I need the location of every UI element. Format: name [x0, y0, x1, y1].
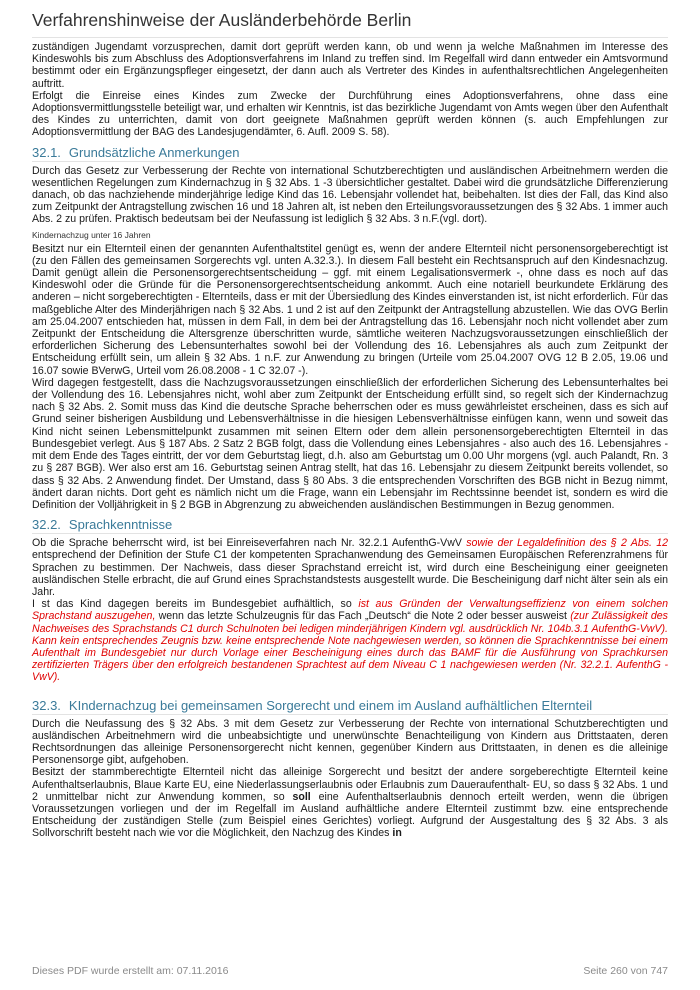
document-page: [32, 10, 668, 840]
text-run: entsprechend der Definition der Stufe C1 der kompetenten Sprachanwendung des Gemeinsamen Europäischen Referenzrahmens für Sprachen zu bestimmen. Der Nachweis, dass dieser Sprachstand erreicht ist, wird durch eine Bescheinigung einer geeigneten ausländischen Stelle erbracht, die auf Grund eines Sprachstandstests ausgestellt wurde. Die Bescheinigung darf nicht älter sein als ein Jahr.: [32, 549, 668, 598]
section-number: 32.3.: [32, 697, 61, 713]
section-32-3-paragraph-2: [32, 766, 668, 839]
pdf-created-date: Dieses PDF wurde erstellt am: 07.11.2016: [32, 965, 229, 977]
amended-text-run: (zur Zulässigkeit des Nachweises des Sprachstands C1 durch Schulnoten bei ledigen minderjährigen Kindern vgl. ausdrücklich Nr. 104b.3.1 AufenthG-VwV). Kann kein entsprechendes Zeugnis bzw. keine entsprechende Note nachgewiesen werden, so können die Sprachkenntnisse bei einem Aufenthalt im Bundesgebiet nur durch Vorlage einer Bescheinigung eines durch das BAMF für die Ausführung von Sprachkursen zertifizierten Trägers über den erfolgreich bestandenen Sprachtest auf dem Niveau C 1 nachgewiesen werden (Nr. 32.2.1. AufenthG - VwV).: [32, 610, 668, 684]
page-footer: [32, 965, 668, 977]
amended-text-run: ist aus Gründen der Verwaltungseffizienz von einem solchen Sprachstand auszugehen,: [32, 598, 669, 623]
text-run: Besitzt der stammberechtigte Elternteil nicht das alleinige Sorgerecht und besitzt der andere sorgeberechtigte Elternteil keine Aufenthaltserlaubnis, Blaue Karte EU, eine Niederlassungserlaubnis oder Erlaubnis zum Daueraufenthalt- EU, so dass § 32 Abs. 1 und 2 unmittelbar nicht zur Anwendung kommen, so: [32, 766, 668, 803]
section-32-2-paragraph-1: [32, 537, 668, 598]
page-number: Seite 260 von 747: [583, 965, 668, 977]
section-heading-32-2: [32, 517, 668, 534]
section-number: 32.2.: [32, 517, 61, 533]
intro-paragraph-1: zuständigen Jugendamt vorzusprechen, damit dort geprüft werden kann, ob und wenn ja welche Maßnahmen im Interesse des Kindeswohls bis zum Abschluss des Adoptionsverfahrens im Inland zu treffen sind. Im Regelfall wird dann entweder ein Amtsvormund bestimmt oder ein Ergänzungspfleger eingesetzt, der dann auch als Vertreter des Kindes in aufenthaltsrechtlichen Angelegenheiten auftritt.: [32, 41, 668, 90]
text-run: Ob die Sprache beherrscht wird, ist bei Einreiseverfahren nach Nr. 32.2.1 AufenthG-VwV: [32, 537, 467, 550]
amended-text-run: sowie der Legaldefinition des § 2 Abs. 12: [466, 537, 669, 550]
section-title: Sprachkenntnisse: [68, 517, 173, 533]
bold-text-run: soll: [292, 790, 311, 803]
subheading-kindernachzug: Kindernachzug unter 16 Jahren: [32, 229, 151, 240]
text-run: I st das Kind dagegen bereits im Bundesgebiet aufhältlich, so: [32, 598, 359, 611]
section-32-3-paragraph-1: Durch die Neufassung des § 32 Abs. 3 mit dem Gesetz zur Verbesserung der Rechte von international Schutzberechtigten und ausländischen Arbeitnehmern wird die unbeabsichtigte und unerwünschte Benachteiligung von Kindern aus Drittstaaten, deren Rechtsordnungen das alleinige Personensorgerecht nicht kennen, gegenüber Kindern aus Drittstaaten, in denen es die alleinige Personensorge gibt, aufgehoben.: [32, 717, 668, 767]
intro-paragraph-2: Erfolgt die Einreise eines Kindes zum Zwecke der Durchführung eines Adoptionsverfahrens, ohne dass eine Adoptionsvermittlungsstelle beteiligt war, und erhalten wir Kenntnis, ist das bezirkliche Jugendamt von Amts wegen über den Aufenthalt des Kindes zu unterrichten, damit von dort geeignete Maßnahmen geprüft werden können (s. auch Empfehlungen zur Adoptionsvermittlung der BAG des Landesjugendämter, 6. Aufl. 2009 S. 58).: [32, 89, 668, 139]
document-title: Verfahrenshinweise der Ausländerbehörde Berlin: [32, 10, 668, 38]
section-title: KIndernachzug bei gemeinsamen Sorgerecht und einem im Ausland aufhältlichen Elternteil: [68, 697, 593, 713]
text-run: eine Aufenthaltserlaubnis dennoch erteilt werden, wenn die übrigen Voraussetzungen vorliegen und der im Regelfall im Ausland aufhältliche andere Elternteil zustimmt bzw. eine entsprechende Entscheidung der zuständigen Stelle (zum Beispiel eines Gerichtes) vorliegt. Aufgrund der Ausgestaltung des § 32 Abs. 3 als Sollvorschrift besteht nach wie vor die Möglichkeit, den Nachzug des Kindes: [32, 790, 668, 840]
section-heading-32-1: [32, 145, 668, 162]
section-32-1-paragraph-2: Besitzt nur ein Elternteil einen der genannten Aufenthaltstitel genügt es, wenn der andere Elternteil nicht personensorgeberechtigt ist (zu den Fällen des gemeinsamen Sorgerechts vgl. unten A.32.3.). In diesem Fall besteht ein Rechtsanspruch auf den Kindesnachzug. Damit genügt allein die Personensorgerechtsentscheidung – ggf. mit einem Legalisationsvermerk -, ohne dass es noch auf das Kindeswohl oder die Gründe für die Personensorgerechtsentscheidung ankommt. Auch eine notariell beurkundete Erklärung des anderen – nicht sorgeberechtigten - Elternteils, dass er mit der Übersiedlung des Kindes einverstanden ist, ist nicht erforderlich. Für das maßgebliche Alter des Minderjährigen nach § 32 Abs. 1 und 2 ist auf den Zeitpunkt der Antragstellung abzustellen. Wie das OVG Berlin am 25.04.2007 entschieden hat, müssen in dem Fall, in dem bei der Antragstellung das 16. Lebensjahr noch nicht vollendet aber zum Zeitpunkt der Entscheidung die Altersgrenze überschritten wurde, sämtliche weiteren Nachzugsvoraussetzungen einschließlich der erforderlichen Sicherung des Lebensunterhaltes sowohl bei der Vollendung des 16. Lebensjahres als auch zum Zeitpunkt der Entscheidung erfüllt sein, um allein § 32 Abs. 1 n.F. zur Anwendung zu bringen (Urteile vom 25.04.2007 OVG 12 B 2.05, 19.06 und 16.07 sowie BVerwG, Urteil vom 26.08.2008 - 1 C 32.07 -).: [32, 242, 668, 377]
section-32-2-paragraph-2: [32, 598, 668, 683]
section-number: 32.1.: [32, 144, 61, 160]
section-heading-32-3: [32, 698, 668, 715]
text-run: wenn das letzte Schulzeugnis für das Fach „Deutsch“ die Note 2 oder besser ausweist: [155, 610, 571, 623]
section-32-1-paragraph-1: Durch das Gesetz zur Verbesserung der Rechte von international Schutzberechtigten und ausländischen Arbeitnehmern werden die wesentlichen Regelungen zum Kindernachzug in § 32 Abs. 1 -3 übersichtlicher gestaltet. Dabei wird die grundsätzliche Differenzierung danach, ob das nachziehende minderjährige ledige Kind das 16. Lebensjahr vollendet hat, beibehalten. Ist dies der Fall, das Kind also zum Zeitpunkt der Antragstellung zwischen 16 und 18 Jahren alt, ist neben den Erteilungsvoraussetzungen des § 32 Abs. 1 immer auch Abs. 2 zu prüfen. Praktisch bedeutsam bei der Neufassung ist lediglich § 32 Abs. 3 n.F.(vgl. dort).: [32, 164, 668, 226]
bold-text-run: in: [392, 827, 402, 840]
section-title: Grundsätzliche Anmerkungen: [68, 144, 240, 160]
section-32-1-paragraph-3: Wird dagegen festgestellt, dass die Nachzugsvoraussetzungen einschließlich der erforderlichen Sicherung des Lebensunterhaltes bei der Vollendung des 16. Lebensjahres nicht, wohl aber zum Zeitpunkt der Entscheidung erfüllt sind, so regelt sich der Kindernachzug nach § 32 Abs. 2. Somit muss das Kind die deutsche Sprache beherrschen oder es muss gewährleistet erscheinen, dass es sich auf Grund seiner bisherigen Ausbildung und Lebensverhältnisse in die hiesigen Lebensverhältnisse einfügen kann, wenn und soweit das Kind nicht seinen Lebensmittelpunkt zusammen mit seinen Eltern oder dem allein personensorgeberechtigten Elternteil in das Bundesgebiet verlegt. Aus § 187 Abs. 2 Satz 2 BGB folgt, dass die Vollendung eines Lebensjahres - also auch des 16. Lebensjahres - mit dem Ende des Tages eintritt, der vor dem Geburtstag liegt, d.h. also am Geburtstag um 0.00 Uhr morgens (vgl. auch Palandt, Rn. 3 zu § 287 BGB). Wer also erst am 16. Geburtstag seinen Antrag stellt, hat das 16. Lebensjahr zu diesem Zeitpunkt bereits vollendet, so dass § 32 Abs. 2 Anwendung findet. Der Umstand, dass § 80 Abs. 3 die entsprechenden Vorschriften des BGB nicht in Bezug nimmt, ändert daran nichts. Dort geht es nämlich nicht um die Frage, wann ein Lebensjahr im Rechtssinne beendet ist, sondern es wird die Definition der Volljährigkeit in § 2 BGB in Abgrenzung zu abweichenden ausländischen Bestimmungen in Bezug genommen.: [32, 376, 668, 511]
